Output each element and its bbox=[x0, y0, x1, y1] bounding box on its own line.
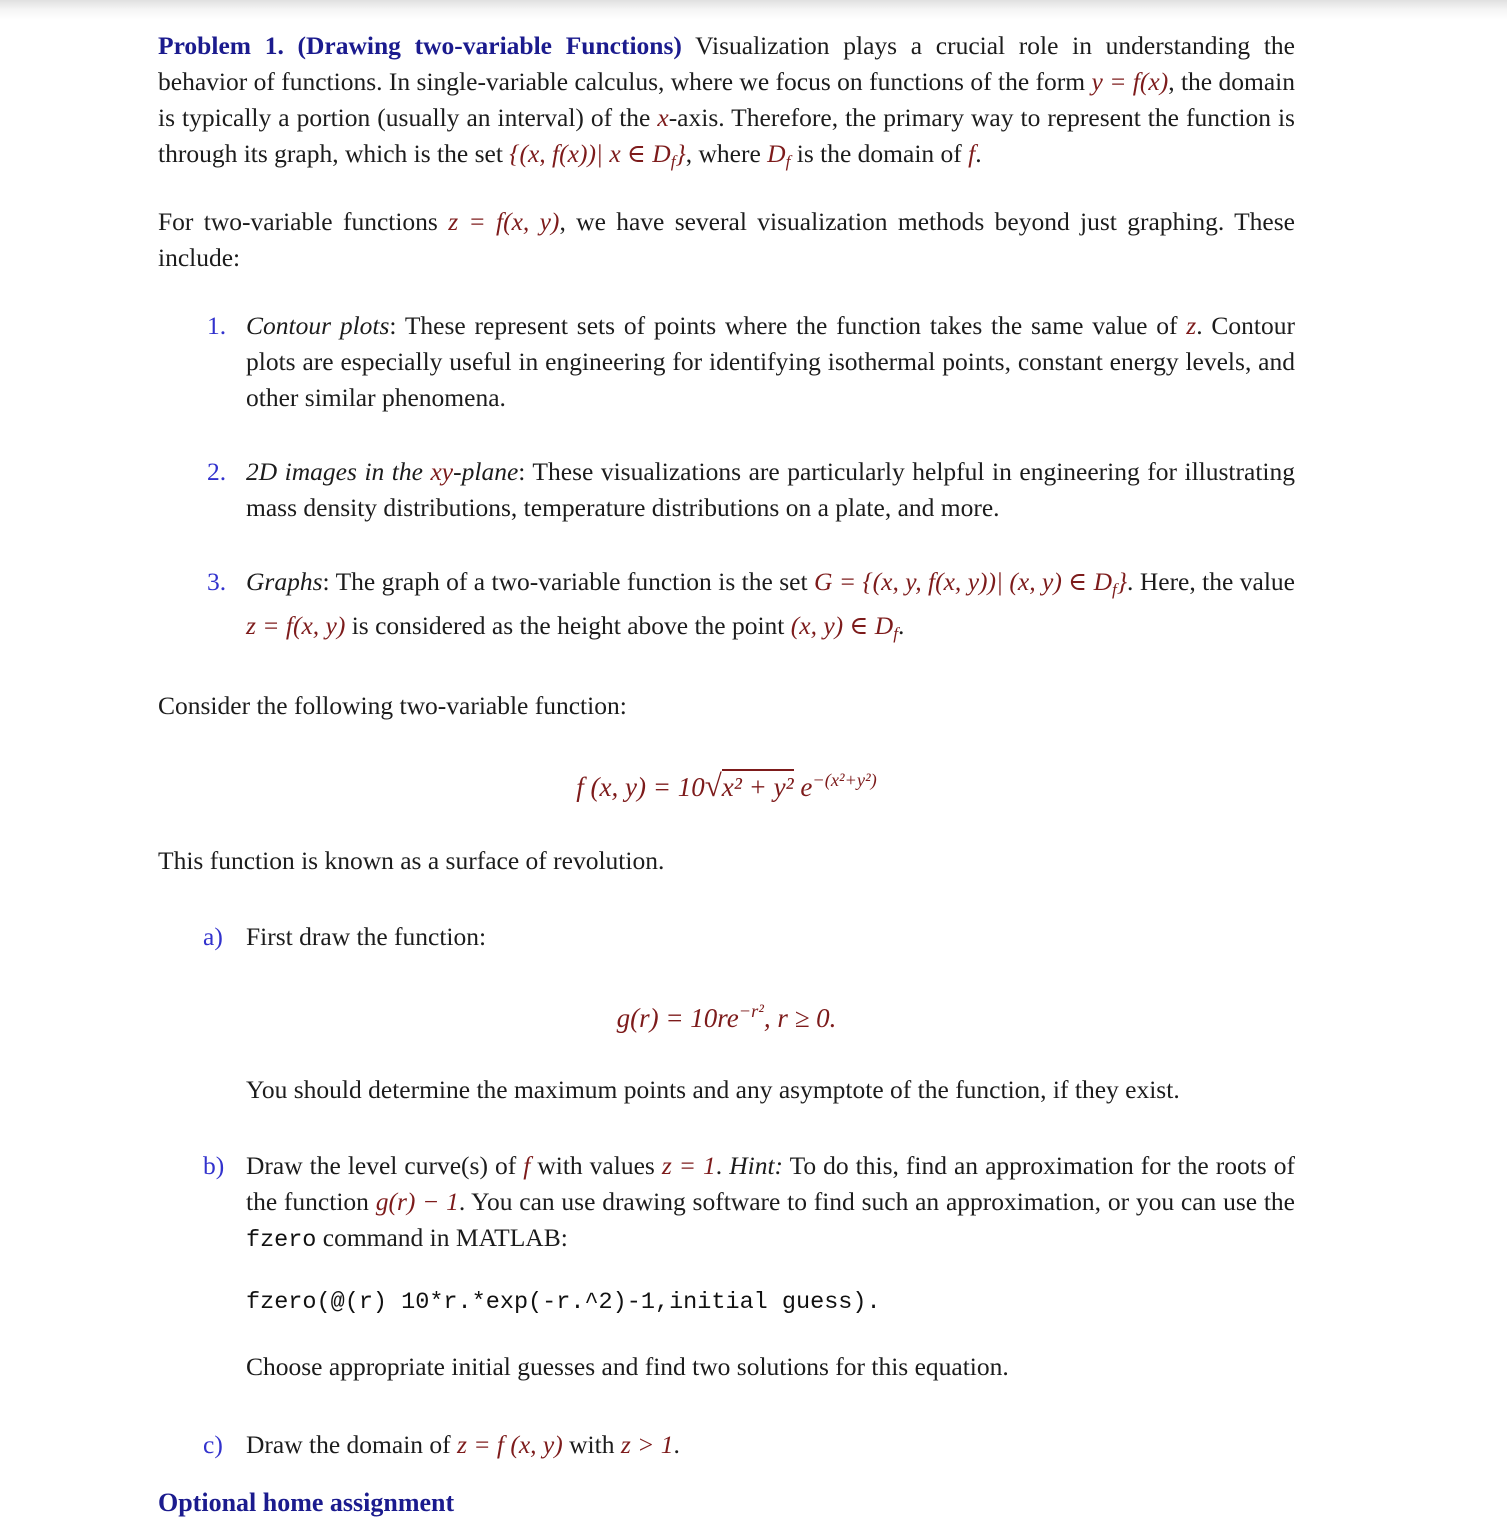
list-item-contour-plots bbox=[158, 308, 1295, 416]
subtask-c bbox=[158, 1427, 1295, 1463]
subtask-text: Draw the level curve(s) of f with values z = 1. Hint: To do this, find an approximation for the roots of the function g(r) − 1. You can use drawing software to find such an approximation, or you can use the fzero command in MATLAB: bbox=[246, 1150, 1295, 1254]
list-number: 2. bbox=[207, 456, 227, 486]
function-f-equation: f (x, y) = 10√x² + y² $e^{-(x^2+y^2)}$ bbox=[576, 767, 877, 803]
function-g-equation: $g(r) = 10re^{-r^2}$, r ≥ 0. bbox=[616, 1000, 837, 1033]
problem-statement-paragraph: Problem 1. (Drawing two-variable Functions) Visualization plays a crucial role in understanding the behavior of functions. In single-variable calculus, where we focus on functions of the form y = f(x), the domain is typically a portion (usually an interval) of the x-axis. Therefore, the primary way to represent the function is through its graph, which is the set {(x, f(x))| x ∈ Df}, where Df is the domain of f. bbox=[158, 31, 1295, 171]
matlab-fzero-command: fzero(@(r) 10*r.*exp(-r.^2)-1,initial guess). bbox=[246, 1288, 881, 1316]
list-item-text: Graphs: The graph of a two-variable function is the set G = {(x, y, f(x, y))| (x, y) ∈ Df}. Here, the value z = f(x, y) is considered as the height above the point (x, y) ∈ Df. bbox=[246, 566, 1295, 643]
list-number: 3. bbox=[207, 566, 227, 596]
list-number: 1. bbox=[207, 310, 227, 340]
intro-paragraph: For two-variable functions z = f(x, y), we have several visualization methods beyond just graphing. These include: bbox=[158, 206, 1295, 272]
subtask-label: b) bbox=[203, 1150, 225, 1180]
subtask-a bbox=[158, 919, 1295, 955]
initial-guesses-note: Choose appropriate initial guesses and find two solutions for this equation. bbox=[246, 1351, 1009, 1381]
list-item-graphs bbox=[158, 564, 1295, 652]
surface-of-revolution-note: This function is known as a surface of revolution. bbox=[158, 845, 665, 875]
list-item-2d-images bbox=[158, 454, 1295, 526]
consider-paragraph: Consider the following two-variable function: bbox=[158, 690, 627, 720]
clipped-next-section-heading: Optional home assignment bbox=[158, 1487, 455, 1517]
subtask-b bbox=[158, 1148, 1295, 1259]
maximum-points-note: You should determine the maximum points and any asymptote of the function, if they exist. bbox=[246, 1074, 1180, 1104]
list-item-text: Contour plots: These represent sets of points where the function takes the same value of z. Contour plots are especially useful in engineering for identifying isothermal points, constant energy levels, and other similar phenomena. bbox=[246, 310, 1295, 412]
list-item-text: 2D images in the xy-plane: These visualizations are particularly helpful in engineering for illustrating mass density distributions, temperature distributions on a plate, and more. bbox=[246, 456, 1295, 522]
subtask-label: a) bbox=[203, 921, 223, 951]
text-column bbox=[158, 0, 1295, 1517]
subtask-text: Draw the domain of z = f (x, y) with z > 1. bbox=[246, 1429, 680, 1459]
subtask-text: First draw the function: bbox=[246, 921, 487, 951]
subtask-label: c) bbox=[203, 1429, 223, 1459]
